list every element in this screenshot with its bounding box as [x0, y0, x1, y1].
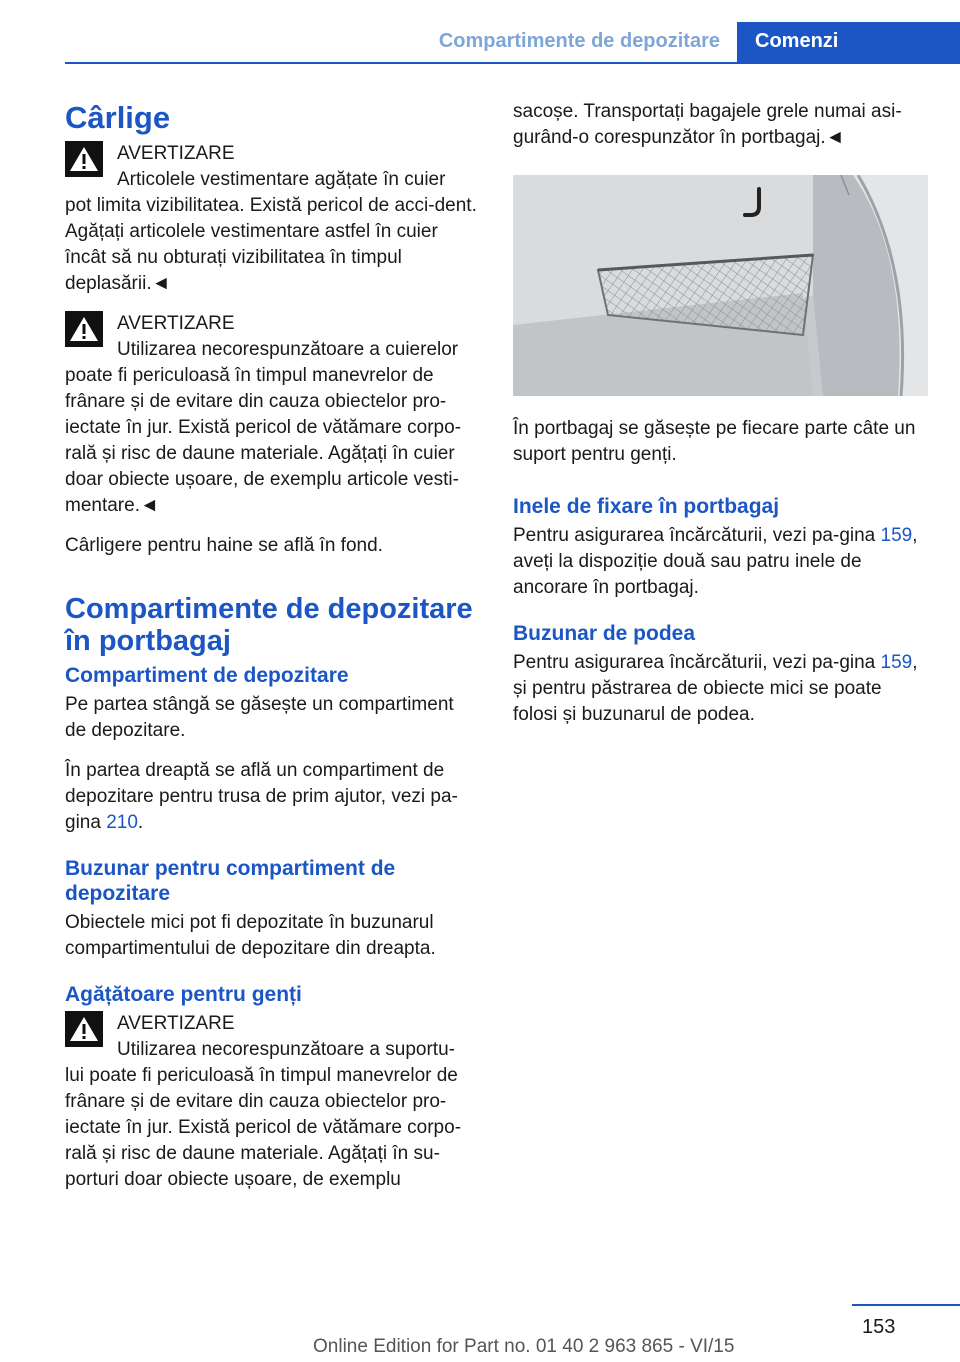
- paragraph-text: Pentru asigurarea încărcăturii, vezi pa-gina: [513, 525, 881, 546]
- warning-title: AVERTIZARE: [117, 1013, 235, 1034]
- heading-agatatoare-genti: Agățătoare pentru genți: [65, 983, 302, 1006]
- paragraph-partea-stanga: Pe partea stângă se găsește un compartiment de depozitare.: [65, 694, 454, 741]
- page-link-210[interactable]: 210: [106, 812, 138, 833]
- trunk-bag-holder-illustration: [513, 175, 928, 396]
- warning-block-3: [65, 1011, 477, 1193]
- paragraph-text: , și pentru păstrarea de obiecte mici se poate folosi și buzunarul de podea.: [513, 652, 918, 725]
- warning-title: AVERTIZARE: [117, 143, 235, 164]
- warning-text: poate fi periculoasă în timpul manevrelor de frânare și de evitare din cauza obiectelor pro-iectate în jur. Există pericol de vătămare corpo-rală și risc de daune materiale. Agățați în cuier doar obiecte ușoare, de exemplu articole vesti-mentare.◄: [65, 365, 462, 516]
- warning-triangle-icon: [65, 141, 103, 177]
- right-column: [513, 99, 928, 742]
- heading-compartimente-portbagaj: Compartimente de depozitare în portbagaj: [65, 593, 473, 657]
- heading-carlige: Cârlige: [65, 100, 171, 135]
- paragraph-continuare-avertizare: sacoșe. Transportați bagajele grele numai asi-gurând-o corespunzător în portbagaj.◄: [513, 101, 902, 148]
- warning-block-1: [65, 141, 477, 297]
- warning-text-lead: Utilizarea necorespunzătoare a suportu-: [117, 1039, 455, 1060]
- warning-text-lead: Utilizarea necorespunzătoare a cuierelor: [117, 339, 459, 360]
- paragraph-text: .: [137, 812, 144, 833]
- header-chapter-tab[interactable]: Comenzi: [737, 22, 960, 62]
- warning-block-2: [65, 311, 477, 519]
- left-column: [65, 95, 477, 1207]
- paragraph-partea-dreapta: [65, 758, 477, 836]
- warning-triangle-icon: [65, 1011, 103, 1047]
- footer-edition: Online Edition for Part no. 01 40 2 963 865 - VI/15: [313, 1336, 735, 1357]
- header-rule: [65, 62, 960, 64]
- paragraph-buzunar-podea: [513, 650, 928, 728]
- heading-buzunar-compartiment: Buzunar pentru compartiment de depozitare: [65, 857, 396, 905]
- warning-text: lui poate fi periculoasă în timpul manevrelor de frânare și de evitare din cauza obiectelor pro-iectate în jur. Există pericol de vătămare corpo-rală și risc de daune materiale. Agățați în su-porturi doar obiecte ușoare, de exemplu: [65, 1065, 462, 1190]
- warning-text-lead: Articolele vestimentare agățate în cuier: [117, 169, 446, 190]
- page-link-159[interactable]: 159: [880, 652, 913, 673]
- paragraph-suport-genti: În portbagaj se găsește pe fiecare parte câte un suport pentru genți.: [513, 418, 916, 465]
- header-section-title: Compartimente de depozitare: [438, 30, 720, 52]
- paragraph-obiectele-mici: Obiectele mici pot fi depozitate în buzunarul compartimentului de depozitare din dreapta.: [65, 912, 436, 959]
- paragraph-text: În partea dreaptă se află un compartiment de depozitare pentru trusa de prim ajutor, vezi pa-gina: [65, 760, 458, 833]
- page-number: 153: [862, 1316, 896, 1338]
- paragraph-carligere: Cârligere pentru haine se află în fond.: [65, 535, 383, 556]
- heading-inele-fixare: Inele de fixare în portbagaj: [513, 495, 780, 518]
- heading-compartiment-depozitare: Compartiment de depozitare: [65, 664, 349, 687]
- warning-text: pot limita vizibilitatea. Există pericol de acci-dent. Agățați articolele vestimentare astfel în cuier încât să nu obturați vizibilitatea în timpul deplasării.◄: [65, 195, 477, 294]
- paragraph-inele-fixare: [513, 523, 928, 601]
- paragraph-text: , aveți la dispoziție două sau patru inele de ancorare în portbagaj.: [513, 525, 918, 598]
- page-header: [0, 0, 960, 62]
- page-number-rule: [852, 1304, 960, 1306]
- heading-buzunar-podea: Buzunar de podea: [513, 622, 696, 645]
- warning-triangle-icon: [65, 311, 103, 347]
- warning-title: AVERTIZARE: [117, 313, 235, 334]
- paragraph-text: Pentru asigurarea încărcăturii, vezi pa-gina: [513, 652, 881, 673]
- page-link-159[interactable]: 159: [880, 525, 913, 546]
